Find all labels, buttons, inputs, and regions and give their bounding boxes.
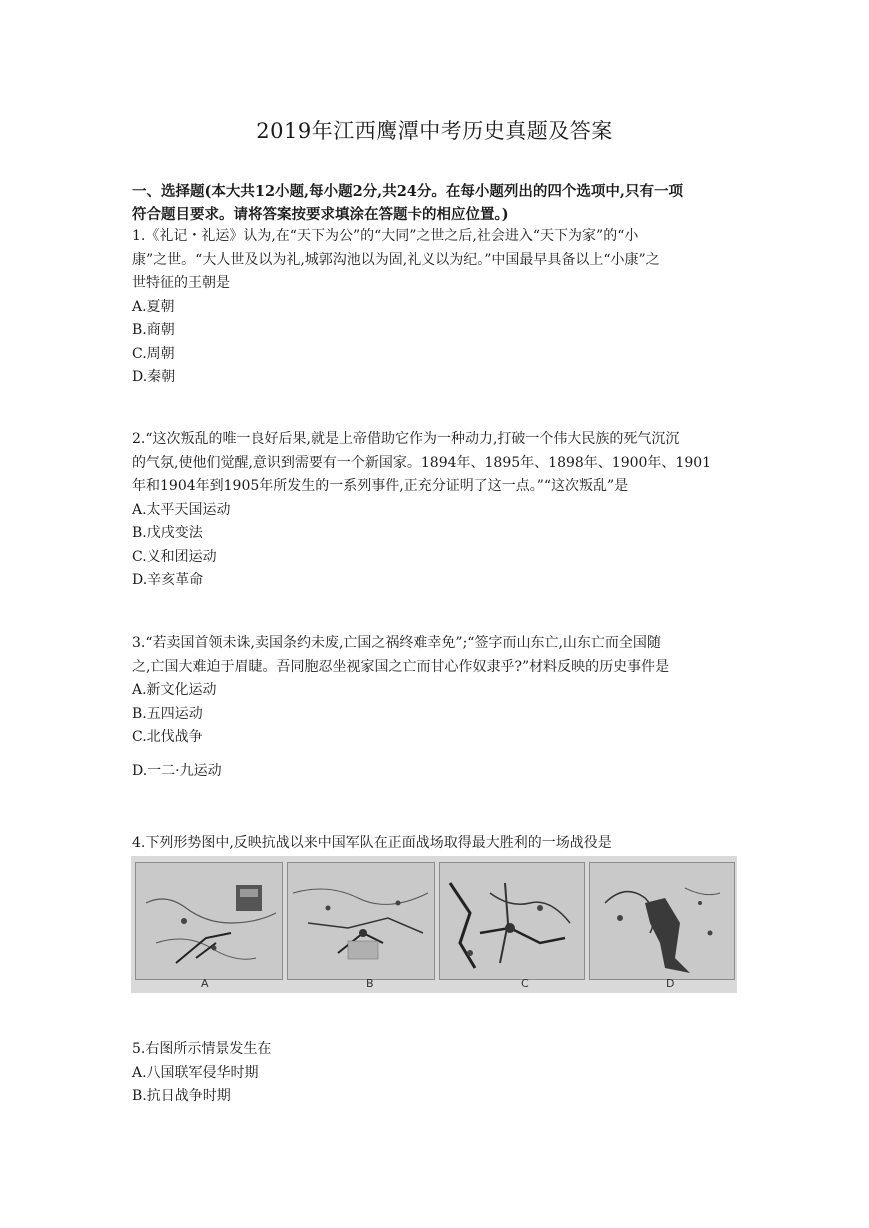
section-heading	[132, 180, 742, 226]
map-d	[589, 862, 735, 980]
question-4	[132, 832, 742, 856]
question-text-line: 世特征的王朝是	[132, 275, 230, 291]
option-a: A.太平天国运动	[132, 501, 231, 518]
option-a: A.夏朝	[132, 298, 175, 315]
map-c	[439, 862, 585, 980]
question-text-line: 的气氛,使他们觉醒,意识到需要有一个新国家。1894年、1895年、1898年、1900年、1901	[132, 454, 712, 471]
question-text-line: 2.“这次叛乱的唯一良好后果,就是上帝借助它作为一种动力,打破一个伟大民族的死气沉沉	[132, 431, 680, 447]
question-3	[132, 632, 742, 783]
question-text-line: 之,亡国大难迫于眉睫。吾同胞忍坐视家国之亡而甘心作奴隶乎?”材料反映的历史事件是	[132, 658, 670, 675]
question-text-line: 4.下列形势图中,反映抗战以来中国军队在正面战场取得最大胜利的一场战役是	[132, 835, 612, 851]
map-label-c: C	[521, 977, 529, 990]
question-text-line: 5.右图所示情景发生在	[132, 1041, 272, 1057]
map-a-drawing	[136, 863, 282, 979]
page-title: 2019年江西鹰潭中考历史真题及答案	[256, 119, 613, 143]
option-a: A.新文化运动	[132, 682, 217, 698]
section-heading-line: 符合题目要求。请将答案按要求填涂在答题卡的相应位置。)	[132, 206, 509, 223]
option-c: C.义和团运动	[132, 548, 217, 565]
option-d: D.秦朝	[132, 369, 176, 385]
option-b: B.戊戌变法	[132, 525, 203, 541]
map-label-a: A	[201, 977, 209, 990]
map-label-d: D	[666, 977, 675, 990]
question-5	[132, 1038, 742, 1109]
map-a	[135, 862, 283, 980]
option-b: B.商朝	[132, 322, 175, 338]
question-text-line: 年和1904年到1905年所发生的一系列事件,正充分证明了这一点。”“这次叛乱”是	[132, 478, 629, 494]
option-a: A.八国联军侵华时期	[132, 1064, 259, 1081]
question-1	[132, 225, 742, 390]
question-2	[132, 428, 742, 593]
map-b-drawing	[288, 863, 434, 979]
option-d: D.一二·九运动	[132, 762, 222, 779]
section-heading-line: 一、选择题(本大共12小题,每小题2分,共24分。在每小题列出的四个选项中,只有一项	[132, 183, 683, 200]
battle-maps-figure	[131, 856, 737, 993]
option-d: D.辛亥革命	[132, 572, 204, 588]
option-c: C.北伐战争	[132, 729, 203, 745]
option-c: C.周朝	[132, 345, 175, 362]
map-d-drawing	[590, 863, 734, 979]
question-text-line: 1.《礼记・礼运》认为,在“天下为公”的“大同”之世之后,社会进入“天下为家”的“小	[132, 228, 639, 244]
map-label-b: B	[366, 977, 374, 990]
map-b	[287, 862, 435, 980]
option-b: B.抗日战争时期	[132, 1088, 231, 1104]
map-c-drawing	[440, 863, 584, 979]
question-text-line: 康”之世。“大人世及以为礼,城郭沟池以为固,礼义以为纪。”中国最早具备以上“小康”之	[132, 251, 660, 268]
option-b: B.五四运动	[132, 705, 203, 722]
question-text-line: 3.“若卖国首领未诛,卖国条约未废,亡国之祸终难幸免”;“签字而山东亡,山东亡而全国随	[132, 635, 661, 651]
